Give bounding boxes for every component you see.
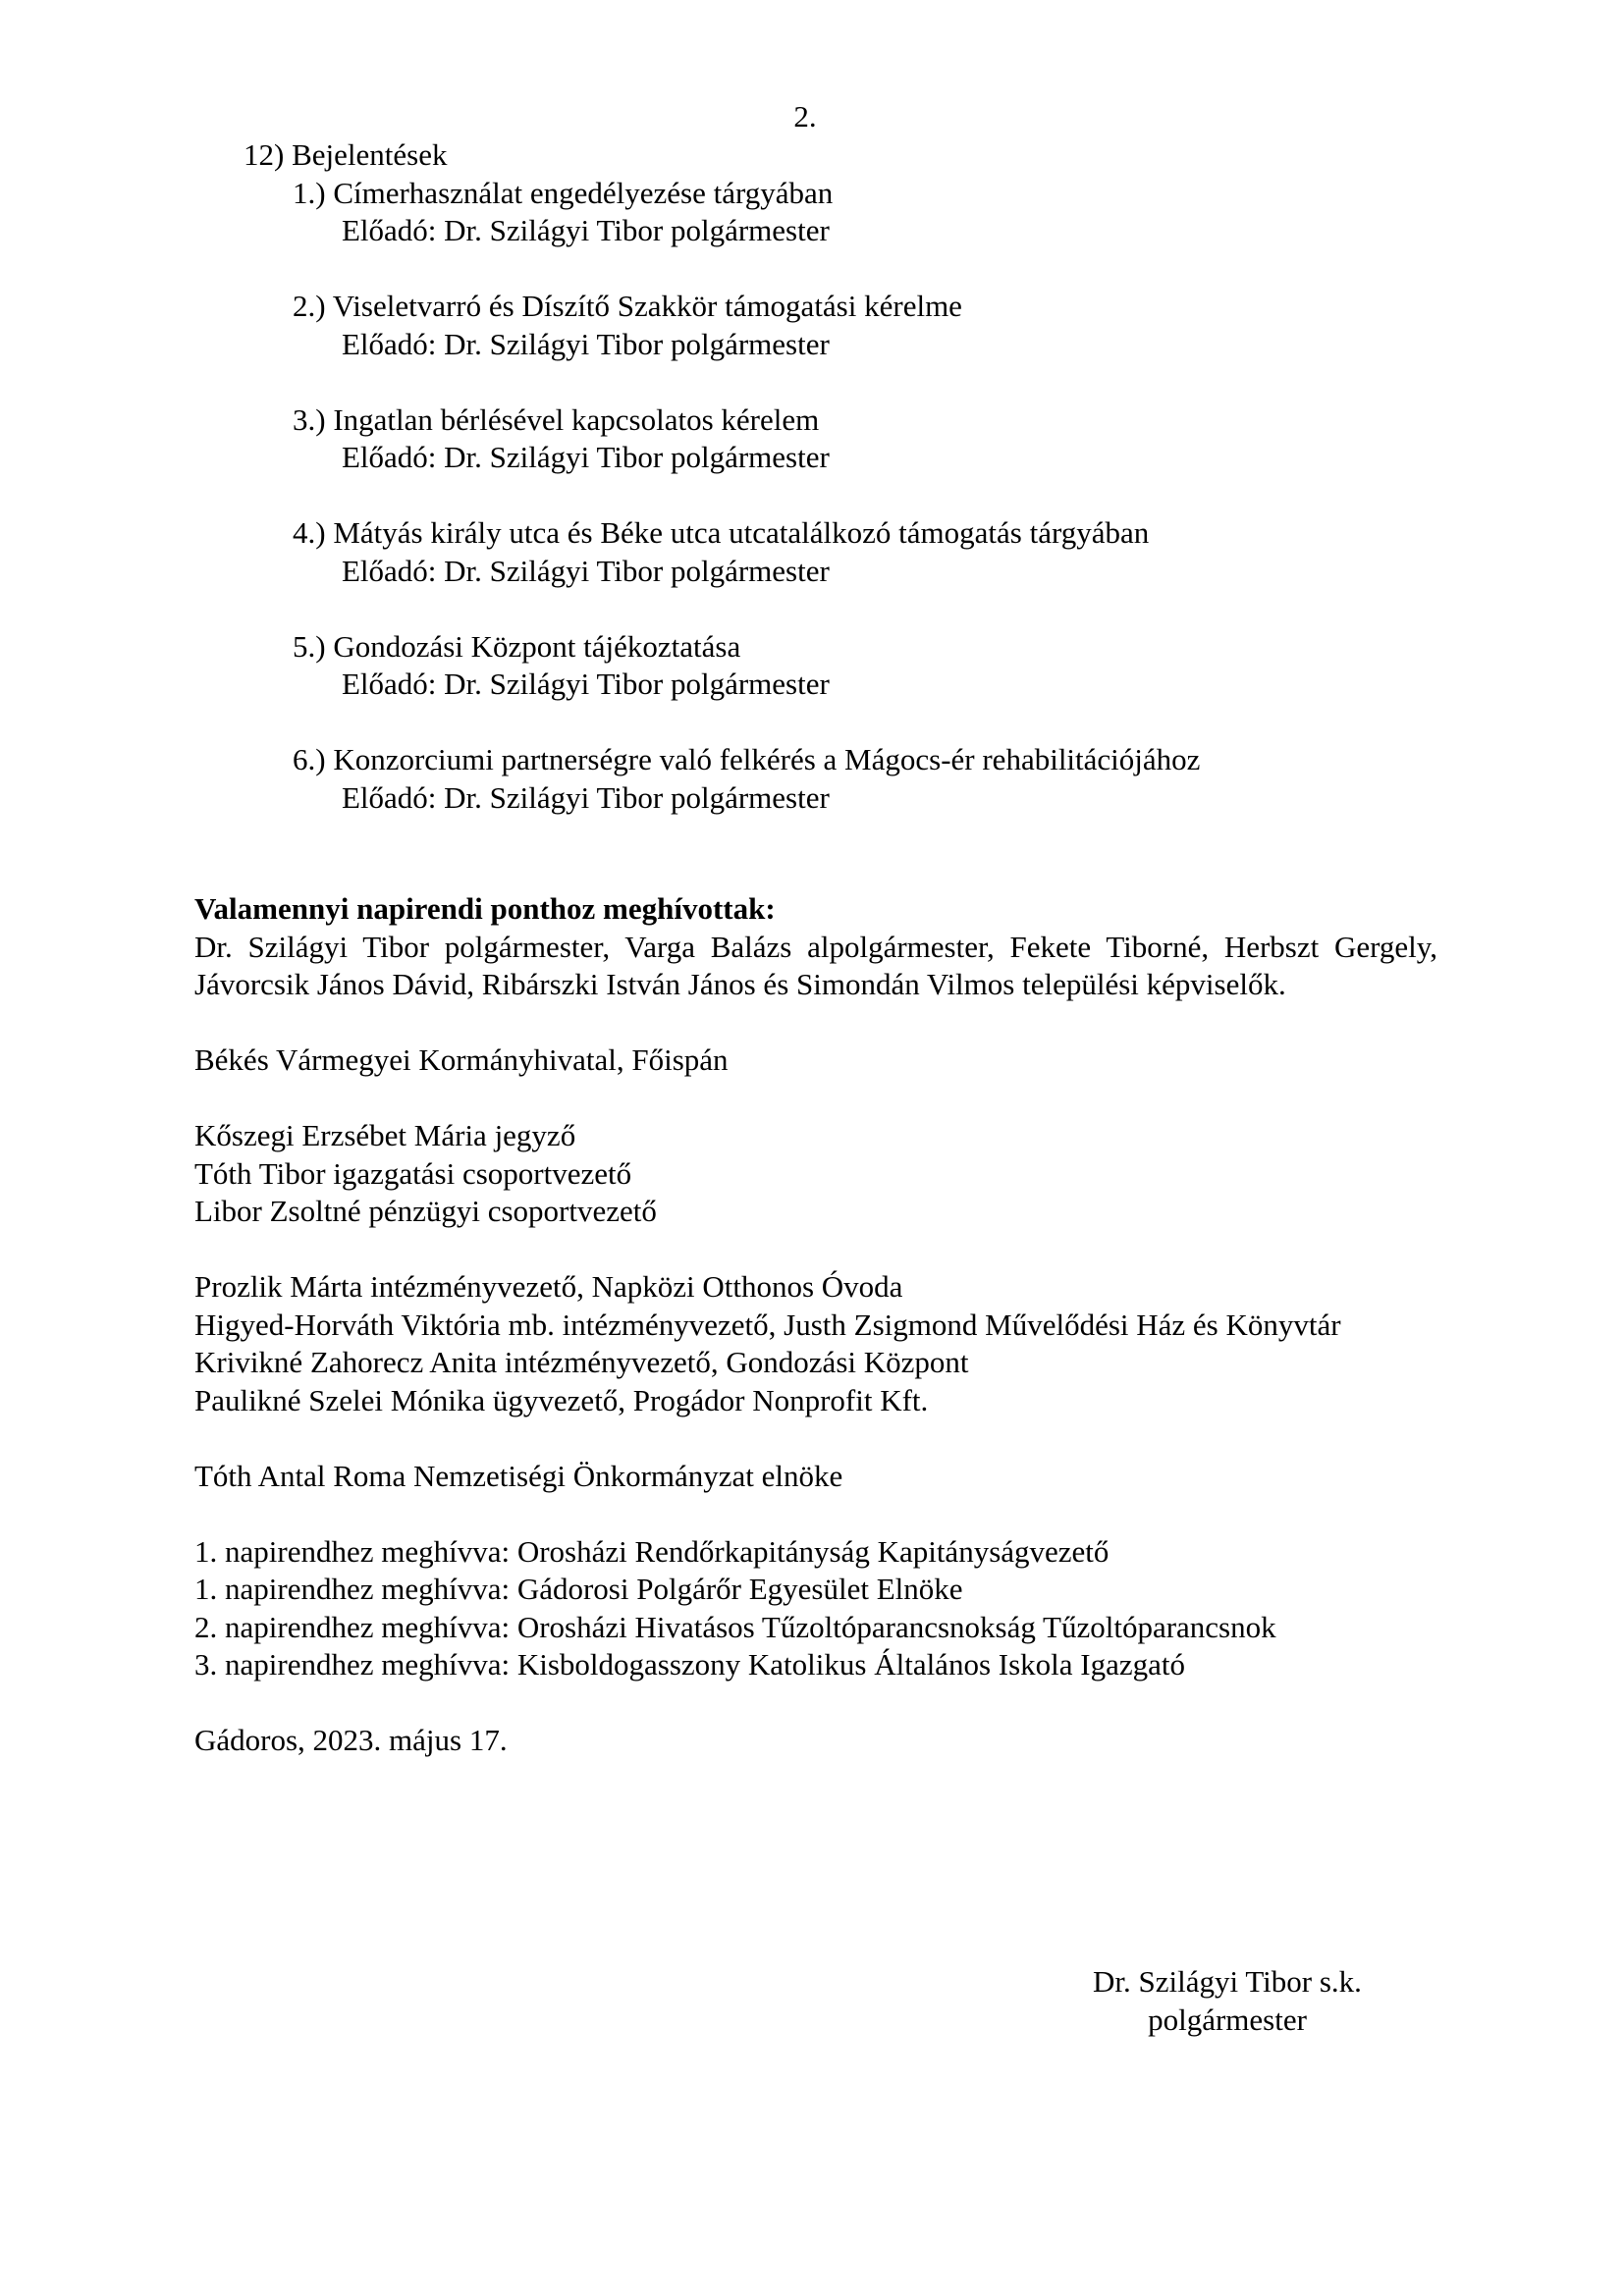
- staff-block: [194, 1117, 1437, 1231]
- agenda-item-presenter: Előadó: Dr. Szilágyi Tibor polgármester: [342, 213, 830, 247]
- agenda-heading: 12) Bejelentések: [244, 137, 448, 172]
- agenda-section: [244, 136, 1451, 855]
- per-item-invitee-line: 1. napirendhez meghívva: Gádorosi Polgárőr Egyesület Elnöke: [194, 1572, 963, 1606]
- minority-block: [194, 1458, 1437, 1496]
- institutions-block: [194, 1268, 1437, 1419]
- agenda-item-title: 1.) Címerhasználat engedélyezése tárgyában: [293, 175, 834, 210]
- invited-section: [194, 890, 1437, 1760]
- place-date: Gádoros, 2023. május 17.: [194, 1723, 508, 1757]
- minority-line: Tóth Antal Roma Nemzetiségi Önkormányzat elnöke: [194, 1458, 843, 1493]
- staff-line: Libor Zsoltné pénzügyi csoportvezető: [194, 1194, 657, 1228]
- signature-block: [1051, 1963, 1404, 2039]
- institution-line: Prozlik Márta intézményvezető, Napközi Otthonos Óvoda: [194, 1269, 903, 1304]
- agenda-item-title: 3.) Ingatlan bérlésével kapcsolatos kérelem: [293, 401, 820, 437]
- place-date-block: [194, 1722, 1437, 1760]
- council-members-paragraph: Dr. Szilágyi Tibor polgármester, Varga Balázs alpolgármester, Fekete Tiborné, Herbszt Gergely, Jávorcsik János Dávid, Ribárszki István János és Simondán Vilmos települési képviselők.: [194, 929, 1437, 1001]
- staff-line: Kőszegi Erzsébet Mária jegyző: [194, 1118, 576, 1152]
- per-item-invitees-block: [194, 1533, 1437, 1684]
- agenda-item-title: 4.) Mátyás király utca és Béke utca utcatalálkozó támogatás tárgyában: [293, 515, 1150, 550]
- signature-title: polgármester: [1148, 2002, 1307, 2037]
- per-item-invitee-line: 2. napirendhez meghívva: Orosházi Hivatásos Tűzoltóparancsnokság Tűzoltóparancsnok: [194, 1609, 1276, 1644]
- page-number: 2.: [793, 99, 817, 133]
- staff-line: Tóth Tibor igazgatási csoportvezető: [194, 1155, 632, 1191]
- agenda-item: [293, 401, 1451, 477]
- agenda-item-title: 2.) Viseletvarró és Díszítő Szakkör támogatási kérelme: [293, 289, 962, 323]
- agenda-item: [293, 514, 1451, 590]
- government-office-line: Békés Vármegyei Kormányhivatal, Főispán: [194, 1042, 729, 1077]
- institution-line: Paulikné Szelei Mónika ügyvezető, Progádor Nonprofit Kft.: [194, 1382, 929, 1417]
- agenda-item-presenter: Előadó: Dr. Szilágyi Tibor polgármester: [342, 440, 830, 474]
- agenda-item-title: 5.) Gondozási Központ tájékoztatása: [293, 628, 741, 664]
- agenda-item-presenter: Előadó: Dr. Szilágyi Tibor polgármester: [342, 779, 830, 815]
- agenda-item-title: 6.) Konzorciumi partnerségre való felkérés a Mágocs-ér rehabilitációjához: [293, 742, 1201, 776]
- per-item-invitee-line: 1. napirendhez meghívva: Orosházi Rendőrkapitányság Kapitányságvezető: [194, 1533, 1110, 1569]
- agenda-item: [293, 741, 1451, 817]
- institution-line: Krivikné Zahorecz Anita intézményvezető, Gondozási Központ: [194, 1345, 969, 1379]
- agenda-item-presenter: Előadó: Dr. Szilágyi Tibor polgármester: [342, 326, 830, 361]
- invited-heading: Valamennyi napirendi ponthoz meghívottak:: [194, 891, 776, 926]
- agenda-item-presenter: Előadó: Dr. Szilágyi Tibor polgármester: [342, 667, 830, 701]
- agenda-item: [293, 628, 1451, 704]
- government-office-block: [194, 1041, 1437, 1080]
- agenda-item: [293, 288, 1451, 363]
- agenda-item-presenter: Előadó: Dr. Szilágyi Tibor polgármester: [342, 553, 830, 588]
- per-item-invitee-line: 3. napirendhez meghívva: Kisboldogasszony Katolikus Általános Iskola Igazgató: [194, 1647, 1185, 1682]
- institution-line: Higyed-Horváth Viktória mb. intézményvezető, Justh Zsigmond Művelődési Ház és Könyvtár: [194, 1307, 1341, 1342]
- agenda-item: [293, 175, 1451, 250]
- signature-name: Dr. Szilágyi Tibor s.k.: [1093, 1964, 1362, 1999]
